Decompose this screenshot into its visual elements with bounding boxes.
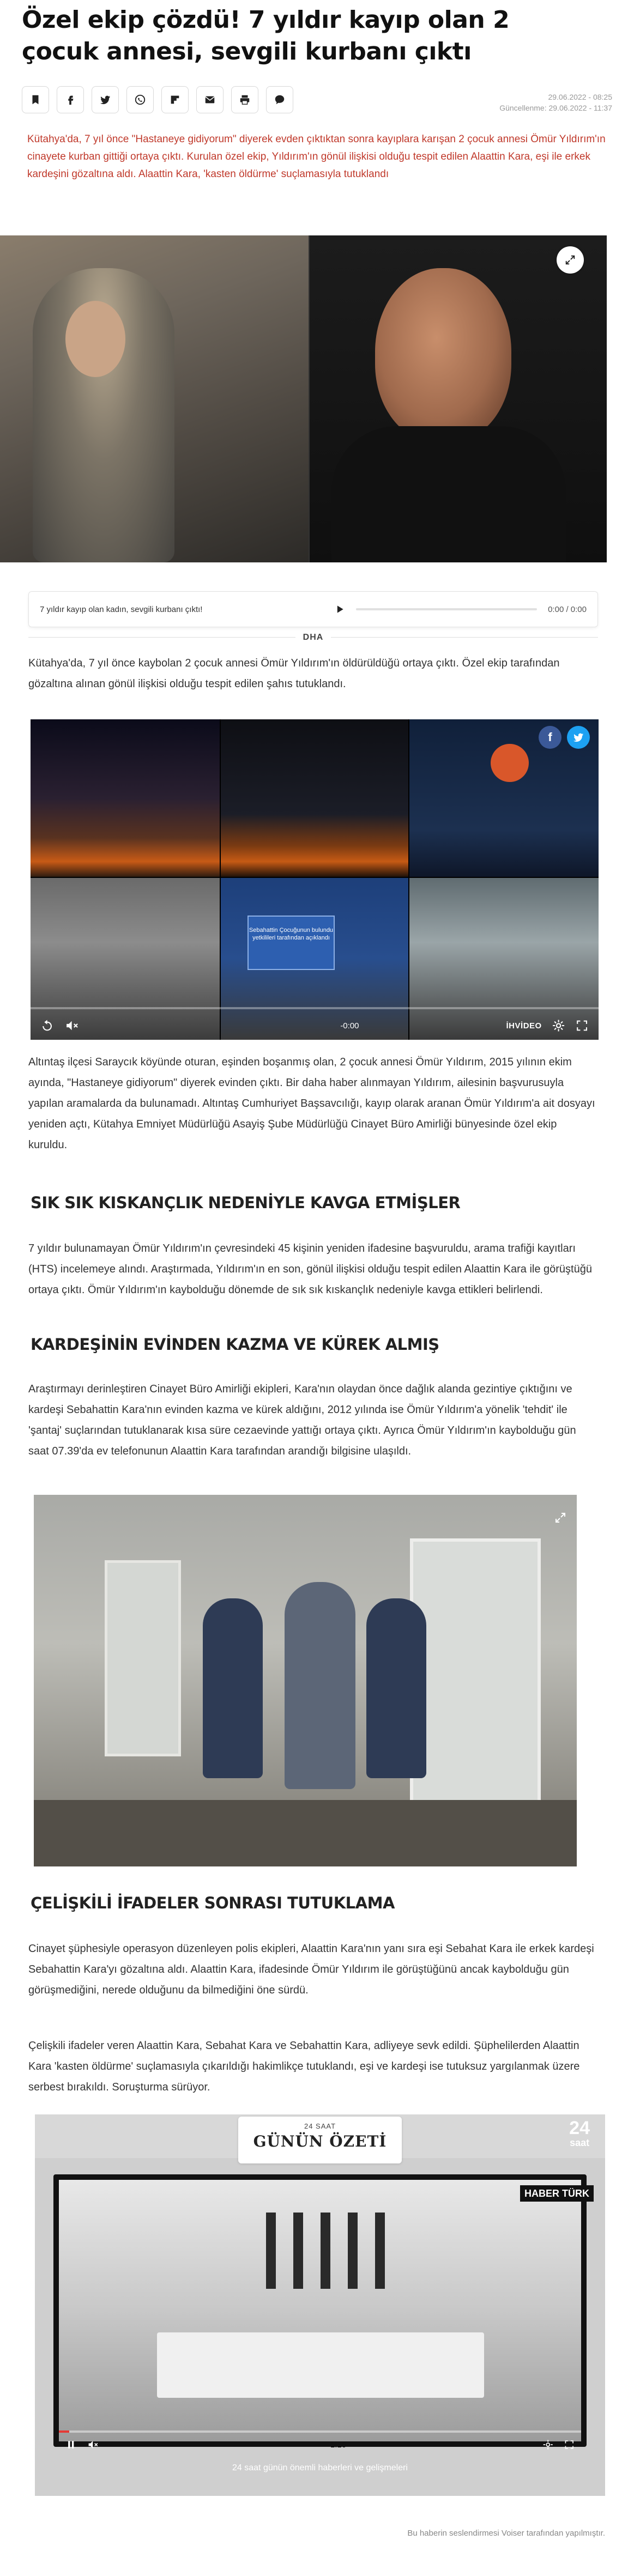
video2-frame <box>53 2174 587 2447</box>
suspect-figure <box>285 1582 355 1789</box>
bookmark-button[interactable] <box>22 86 49 113</box>
comment-button[interactable] <box>266 86 293 113</box>
police-officer-right <box>366 1598 426 1778</box>
flags-backdrop <box>255 2213 397 2300</box>
video-thumb-fire-2 <box>220 719 409 877</box>
video-facebook-button[interactable] <box>539 726 561 749</box>
police-officer-left <box>203 1598 263 1778</box>
published-date: 29.06.2022 - 08:25 <box>548 93 612 101</box>
settings-icon[interactable] <box>542 2438 553 2451</box>
video2-progress-bar[interactable] <box>59 2430 581 2433</box>
subheading-pickaxe: KARDEŞİNİN EVİNDEN KAZMA VE KÜREK ALMIŞ <box>31 1335 439 1354</box>
paragraph-intro: Kütahya'da, 7 yıl önce kaybolan 2 çocuk annesi Ömür Yıldırım'ın öldürüldüğü ortaya çıktı. Özel ekip tarafından gözaltına alınan gönül ilişkisi olduğu tespit edilen şahıs tutuklandı. <box>28 657 560 690</box>
video2-caption: 24 saat günün önemli haberleri ve gelişmeleri <box>232 2463 408 2472</box>
volume-muted-icon[interactable] <box>65 1019 79 1033</box>
hero-expand-button[interactable] <box>557 246 584 274</box>
replay-icon[interactable] <box>40 1019 54 1033</box>
expand-icon <box>564 254 576 266</box>
source-label: DHA <box>295 633 331 643</box>
email-icon <box>204 94 216 106</box>
flipboard-share-button[interactable] <box>161 86 189 113</box>
article-dates <box>499 92 612 113</box>
audio-time: 0:00 / 0:00 <box>548 604 587 614</box>
facebook-icon: f <box>548 730 552 744</box>
video-player[interactable] <box>31 719 599 1040</box>
comment-icon <box>274 94 286 106</box>
twitter-share-button[interactable] <box>92 86 119 113</box>
flipboard-icon <box>169 94 181 106</box>
paragraph-operation: Cinayet şüphesiyle operasyon düzenleyen polis ekipleri, Alaattin Kara'nın yanı sıra eşi Sebahat Kara ile erkek kardeşi Sebahattin Kara'yı gözaltına aldı. Alaattin Kara, ifadesinde Ömür Yıldırım ile görüştüğünü ancak kaybolduğu gün görüşmediğini, nerede olduğunu da bilmediğini öne sürdü. <box>28 1943 594 1996</box>
video-brand-logo: İHVİDEO <box>506 1021 542 1031</box>
video-controls <box>31 1011 599 1040</box>
settings-icon[interactable] <box>552 1019 565 1033</box>
volume-muted-icon[interactable] <box>87 2438 98 2451</box>
video-twitter-button[interactable] <box>567 726 590 749</box>
haberturk-logo: HABER TÜRK <box>520 2185 594 2202</box>
meeting-table <box>157 2332 484 2398</box>
audio-title: 7 yıldır kayıp olan kadın, sevgili kurbanı çıktı! <box>40 604 203 614</box>
video-progress-bar[interactable] <box>31 1007 599 1009</box>
hero-image[interactable] <box>0 235 607 562</box>
video2-time: -1:10 <box>327 2440 347 2450</box>
play-icon[interactable] <box>334 604 345 615</box>
bookmark-icon <box>29 94 41 106</box>
daily-summary-video[interactable] <box>35 2114 605 2496</box>
news-source <box>28 629 598 646</box>
email-share-button[interactable] <box>196 86 224 113</box>
video-sign-text: Sebahattin Çocuğunun bulundu yetkilileri tarafından açıklandı <box>247 916 335 970</box>
hero-photo-victim <box>0 235 309 562</box>
whatsapp-icon <box>134 94 146 106</box>
article-title: Özel ekip çözdü! 7 yıldır kayıp olan 2 çocuk annesi, sevgili kurbanı çıktı <box>22 6 510 65</box>
video-thumb-fire-1 <box>31 719 220 877</box>
print-icon <box>239 94 251 106</box>
paragraph-court: Çelişkili ifadeler veren Alaattin Kara, Sebahat Kara ve Sebahattin Kara, adliyeye sevk edildi. Şüphelilerden Alaattin Kara 'kasten öldürme' suçlamasıyla çıkarıldığı hakimlikçe tutuklandı, eşi ve kardeşi ise tutuksuz yargılanmak üzere serbest bırakıldı. Soruşturma sürüyor. <box>28 2040 580 2093</box>
paragraph-investigation: 7 yıldır bulunamayan Ömür Yıldırım'ın çevresindeki 45 kişinin yeniden ifadesine başvuruldu, arama trafiği kayıtları (HTS) incelemeye alındı. Araştırmada, Yıldırım'ın en son, gönül ilişkisi olduğu tespit edilen Alaattin Kara ile görüştüğü ortaya çıktı. Ömür Yıldırım'ın kaybolduğu dönemde de sık sık kıskançlık nedeniyle kavga ettikleri belirlendi. <box>28 1242 592 1296</box>
twitter-icon <box>572 731 584 743</box>
channel-24-logo: 24 saat <box>569 2118 590 2148</box>
video-time: -0:00 <box>340 1021 359 1031</box>
expand-icon[interactable] <box>554 1511 567 1524</box>
pause-icon[interactable] <box>65 2438 76 2451</box>
hero-photo-suspect <box>310 235 607 562</box>
voiceover-footnote: Bu haberin seslendirmesi Voiser tarafından yapılmıştır. <box>407 2529 605 2538</box>
share-bar <box>22 86 293 113</box>
audio-progress-track[interactable] <box>356 608 537 610</box>
video2-progress-fill <box>59 2430 69 2433</box>
paragraph-background: Altıntaş ilçesi Saraycık köyünde oturan, eşinden boşanmış olan, 2 çocuk annesi Ömür Yıldırım, 2015 yılının ekim ayında, "Hastaneye gidiyorum" diyerek evinden çıktı. Bir daha haber alınmayan Yıldırım, ailesinin başvurusuyla yapılan aramalarda da bulunamadı. Altıntaş Cumhuriyet Başsavcılığı, kayıp olarak aranan Ömür Yıldırım'a ait dosyayı yeniden açtı, Kütahya Emniyet Müdürlüğü Asayiş Şube Müdürlüğü Cinayet Büro Amirliği bünyesinde özel ekip kuruldu. <box>28 1056 595 1151</box>
badge-small: 24 SAAT <box>304 2122 336 2130</box>
badge-big: GÜNÜN ÖZETİ <box>253 2132 387 2150</box>
fullscreen-icon[interactable] <box>575 1019 589 1033</box>
daily-summary-badge <box>238 2117 402 2163</box>
subheading-arrest: ÇELİŞKİLİ İFADELER SONRASI TUTUKLAMA <box>31 1894 395 1912</box>
updated-date: Güncellenme: 29.06.2022 - 11:37 <box>499 104 612 112</box>
video2-controls <box>59 2434 581 2456</box>
fullscreen-icon[interactable] <box>564 2438 575 2451</box>
subheading-jealousy: SIK SIK KISKANÇLIK NEDENİYLE KAVGA ETMİŞLER <box>31 1193 461 1212</box>
arrest-photo[interactable] <box>34 1495 577 1866</box>
facebook-share-button[interactable] <box>57 86 84 113</box>
print-button[interactable] <box>231 86 258 113</box>
article-spot: Kütahya'da, 7 yıl önce "Hastaneye gidiyorum" diyerek evden çıktıktan sonra kayıplara karışan 2 çocuk annesi Ömür Yıldırım'ın cinayete kurban gittiği ortaya çıktı. Kurulan özel ekip, Yıldırım'ın gönül ilişkisi olduğu tespit edilen Alaattin Kara, eşi ile erkek kardeşini gözaltına aldı. Alaattin Kara, 'kasten öldürme' suçlamasıyla tutuklandı <box>27 134 606 180</box>
whatsapp-share-button[interactable] <box>126 86 154 113</box>
paragraph-evidence: Araştırmayı derinleştiren Cinayet Büro Amirliği ekipleri, Kara'nın olaydan önce dağlık alanda gezintiye çıktığını ve kardeşi Sebahattin Kara'nın evinden kazma ve kürek aldığını, 2012 yılında ise Ömür Yıldırım'a yönelik 'tehdit' ile 'şantaj' suçlarından tutuklanarak kısa süre cezaevinde yattığı ortaya çıktı. Ayrıca Ömür Yıldırım'ın kaybolduğu gün saat 07.39'da ev telefonunun Alaattin Kara tarafından arandığı bilgisine ulaşıldı. <box>28 1383 576 1457</box>
facebook-icon <box>64 94 76 106</box>
twitter-icon <box>99 94 111 106</box>
audio-player <box>28 591 598 627</box>
